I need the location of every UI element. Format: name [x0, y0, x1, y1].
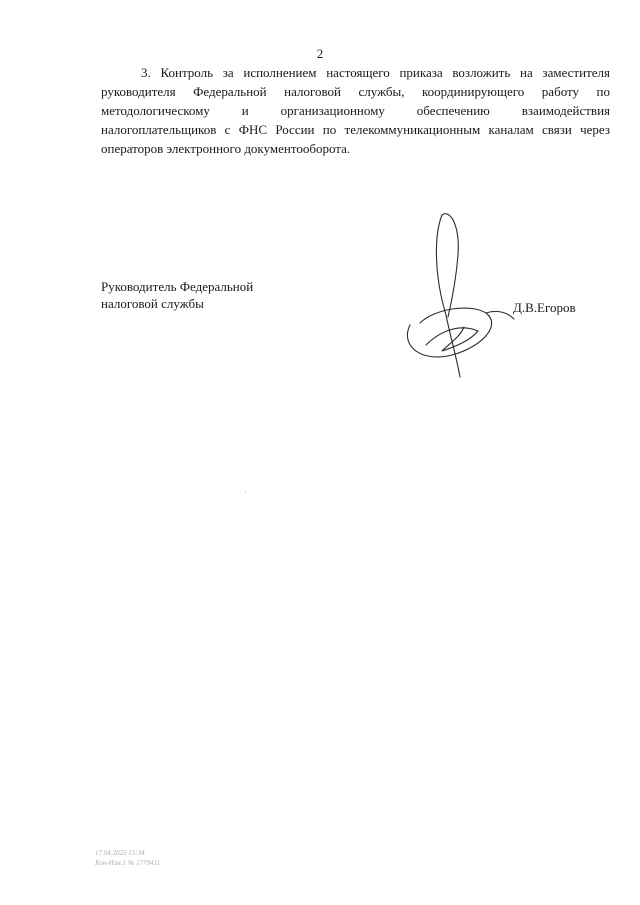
- signatory-title-line2: налоговой службы: [101, 296, 204, 311]
- order-paragraph-3: 3. Контроль за исполнением настоящего приказа возложить на заместителя руководителя Федеральной налоговой службы, координирующего работу по методологическому и организационному обеспечению взаимодействия налогоплательщиков с ФНС России по телекоммуникационным каналам связи через операторов электронного документооборота.: [101, 65, 610, 156]
- signatory-name: Д.В.Егоров: [513, 300, 576, 315]
- signature-stroke-main: [436, 215, 460, 377]
- stamp-line2: Кон-Изм.1 № 1779411: [95, 859, 161, 867]
- scan-speck: [245, 492, 246, 493]
- handwritten-signature: [390, 205, 530, 385]
- signatory-title-line1: Руководитель Федеральной: [101, 279, 254, 294]
- signature-stroke-loop: [442, 214, 458, 317]
- registration-stamp: [95, 848, 160, 868]
- stamp-line1: 17.04.2025 15:34: [95, 849, 145, 857]
- page-number: 2: [316, 46, 324, 61]
- signatory-title: [101, 278, 253, 312]
